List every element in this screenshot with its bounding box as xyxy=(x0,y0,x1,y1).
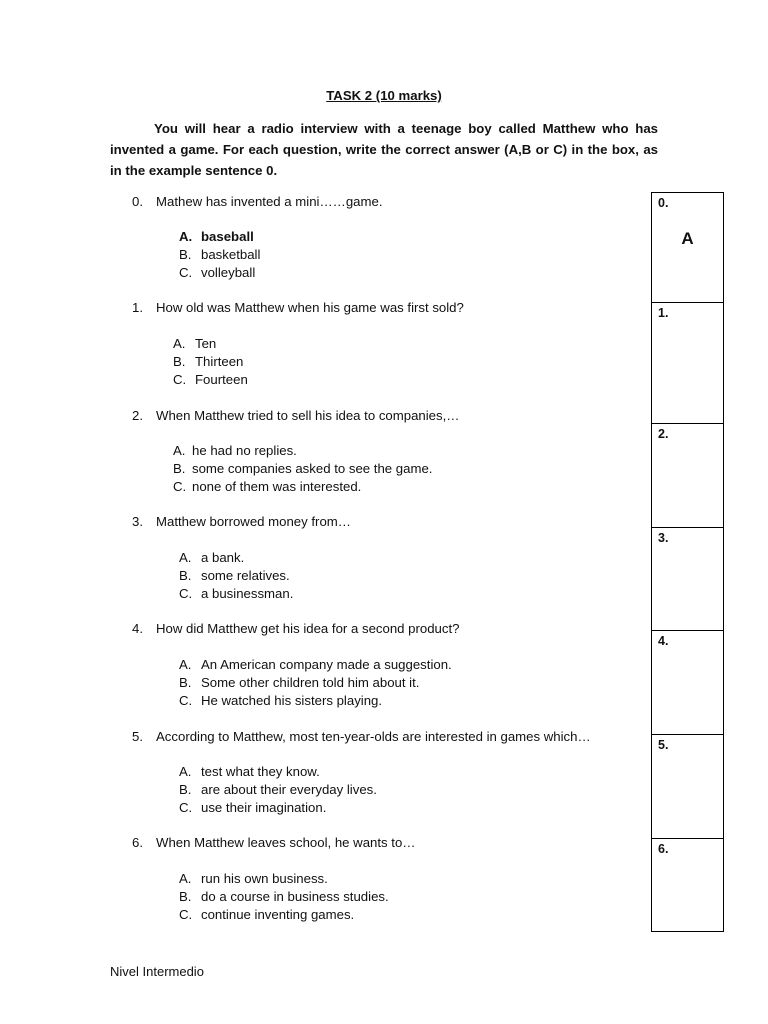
answer-box-0[interactable] xyxy=(652,193,723,303)
option-c: C. continue inventing games. xyxy=(179,907,355,922)
answer-box-number: 6. xyxy=(658,842,669,856)
option-b: B. do a course in business studies. xyxy=(179,889,389,904)
question-text: How did Matthew get his idea for a second product? xyxy=(156,621,460,636)
option-c: C. volleyball xyxy=(179,265,256,280)
answer-box-number: 1. xyxy=(658,306,669,320)
question-number: 0. xyxy=(132,194,143,209)
answer-box-3[interactable] xyxy=(652,528,723,631)
option-c: C. Fourteen xyxy=(173,372,248,387)
question-number: 1. xyxy=(132,300,143,315)
question-text: How old was Matthew when his game was first sold? xyxy=(156,300,464,315)
question-number: 5. xyxy=(132,729,143,744)
question-text: When Matthew leaves school, he wants to… xyxy=(156,835,416,850)
option-b: B. some relatives. xyxy=(179,568,290,583)
option-c: C. use their imagination. xyxy=(179,800,327,815)
answer-box-number: 3. xyxy=(658,531,669,545)
answer-box-6[interactable] xyxy=(652,839,723,931)
question-text: According to Matthew, most ten-year-olds are interested in games which… xyxy=(156,729,591,744)
option-a: A. he had no replies. xyxy=(173,443,297,458)
answer-box-5[interactable] xyxy=(652,735,723,839)
option-b: B. Thirteen xyxy=(173,354,244,369)
question-number: 6. xyxy=(132,835,143,850)
option-b: B. are about their everyday lives. xyxy=(179,782,377,797)
option-a: A. test what they know. xyxy=(179,764,320,779)
answer-value: A xyxy=(681,229,694,248)
option-b: B. Some other children told him about it. xyxy=(179,675,420,690)
option-c: C. a businessman. xyxy=(179,586,294,601)
answer-box-number: 0. xyxy=(658,196,669,210)
question-number: 3. xyxy=(132,514,143,529)
answer-box-number: 4. xyxy=(658,634,669,648)
option-c: C. none of them was interested. xyxy=(173,479,362,494)
task-title: TASK 2 (10 marks) xyxy=(326,88,442,103)
task-instructions xyxy=(110,118,658,181)
question-text: Matthew borrowed money from… xyxy=(156,514,351,529)
answer-box-1[interactable] xyxy=(652,303,723,424)
option-a: A. run his own business. xyxy=(179,871,328,886)
option-a: A. a bank. xyxy=(179,550,245,565)
option-a: A. Ten xyxy=(173,336,217,351)
question-number: 4. xyxy=(132,621,143,636)
question-text: Mathew has invented a mini……game. xyxy=(156,194,383,209)
question-number: 2. xyxy=(132,408,143,423)
option-c: C. He watched his sisters playing. xyxy=(179,693,383,708)
instructions-text: You will hear a radio interview with a teenage boy called Matthew who has invented a game. For each question, write the correct answer (A,B or C) in the box, as in the example sentence 0. xyxy=(110,121,658,178)
option-a: A. An American company made a suggestion. xyxy=(179,657,452,672)
answer-box-2[interactable] xyxy=(652,424,723,528)
question-text: When Matthew tried to sell his idea to companies,… xyxy=(156,408,460,423)
answer-box-4[interactable] xyxy=(652,631,723,735)
page-footer: Nivel Intermedio xyxy=(110,964,204,979)
answer-box-number: 5. xyxy=(658,738,669,752)
answer-box-number: 2. xyxy=(658,427,669,441)
option-b: B. some companies asked to see the game. xyxy=(173,461,433,476)
option-a: A. baseball xyxy=(179,229,254,244)
option-b: B. basketball xyxy=(179,247,261,262)
answer-box-column xyxy=(651,192,724,932)
